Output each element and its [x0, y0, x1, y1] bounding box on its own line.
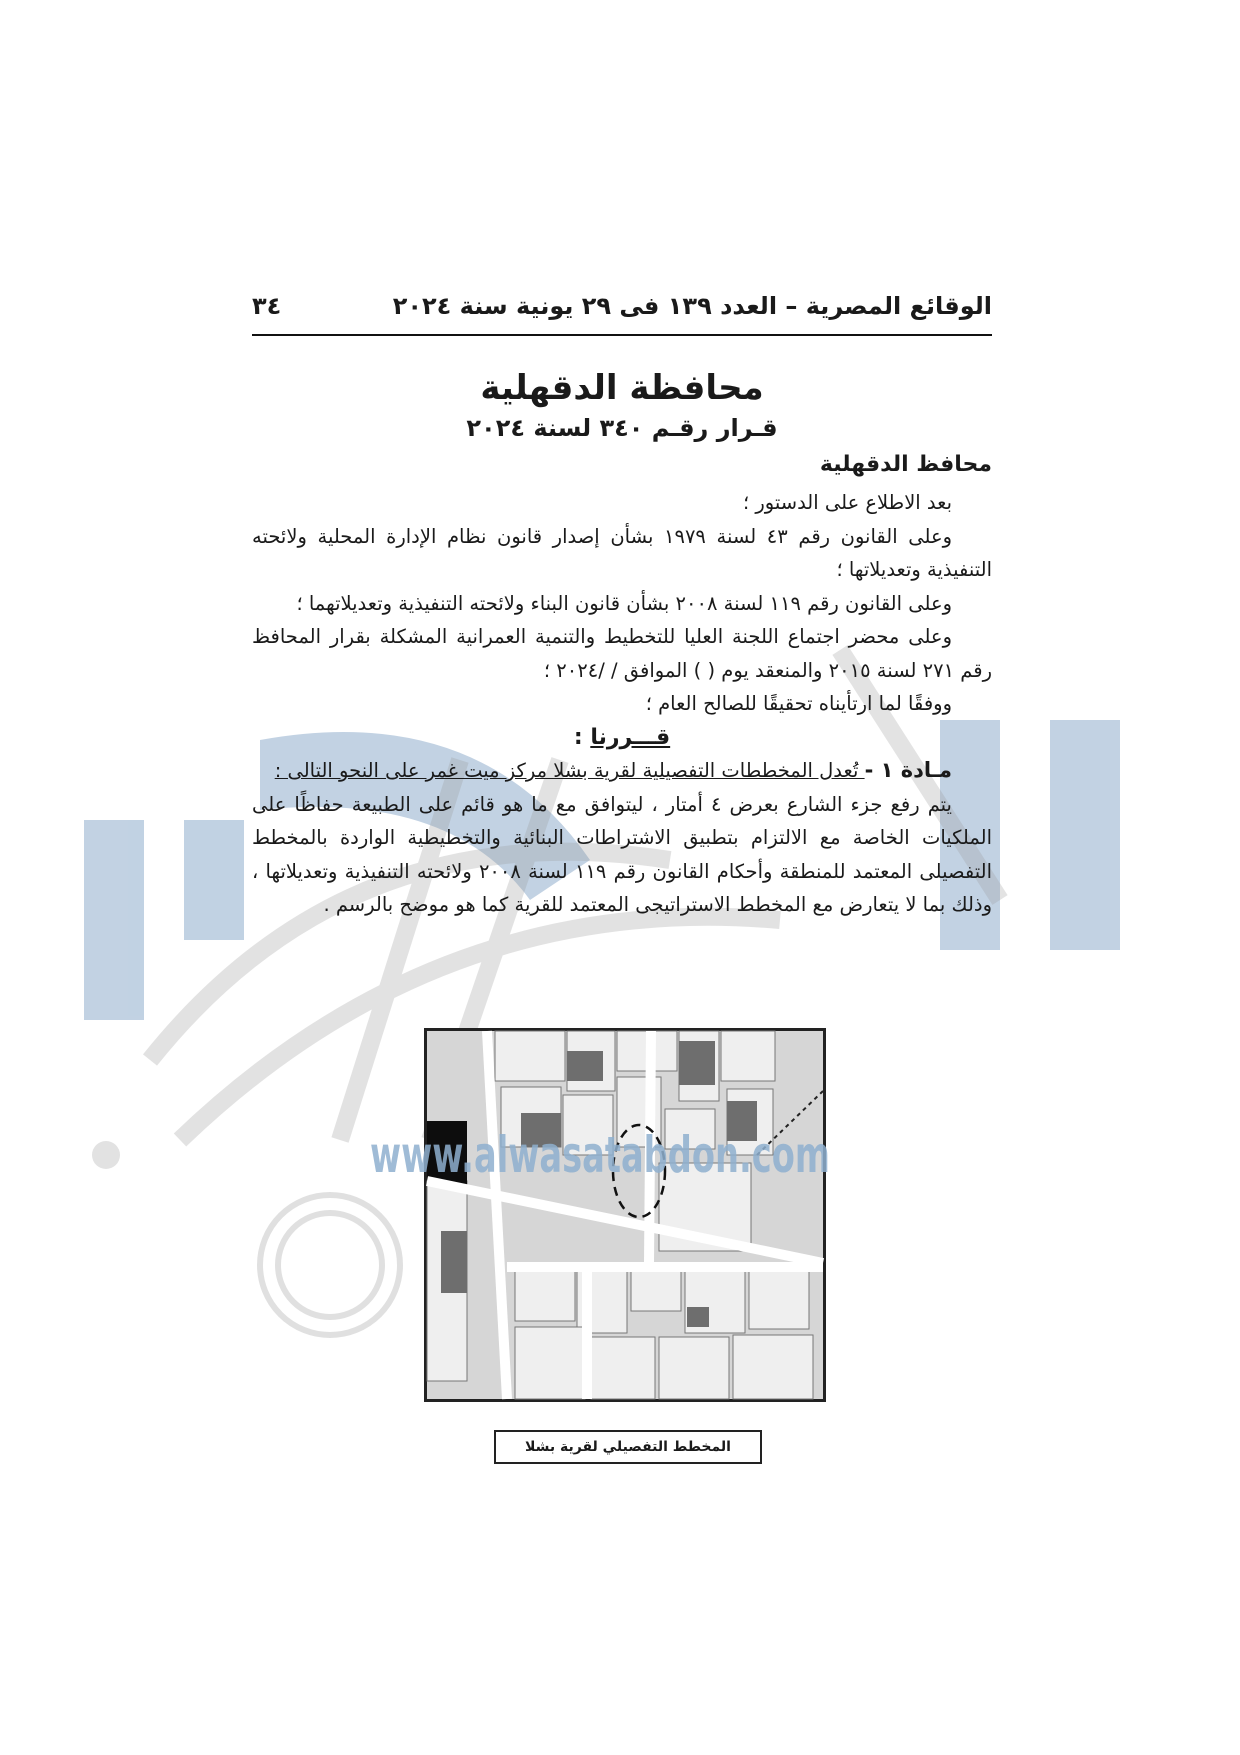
preamble-constitution: بعد الاطلاع على الدستور ؛ [742, 491, 952, 514]
preamble-public-interest: ووفقًا لما ارتأيناه تحقيقًا للصالح العام ؛ [645, 692, 952, 715]
decided-label: قـــررنا [590, 724, 671, 750]
preamble-local-admin-law: وعلى القانون رقم ٤٣ لسنة ١٩٧٩ بشأن إصدار قانون نظام الإدارة المحلية ولائحته التنفيذية وتعديلاتها ؛ [252, 524, 992, 581]
publication-line: الوقائع المصرية – العدد ١٣٩ فى ٢٩ يونية سنة ٢٠٢٤ [392, 292, 992, 320]
header-rule [252, 334, 992, 336]
decree-body [252, 486, 992, 922]
page-number: ٣٤ [252, 292, 282, 320]
article-1-body: يتم رفع جزء الشارع بعرض ٤ أمتار ، ليتوافق مع ما هو قائم على الطبيعة حفاظًا على الملكيات الخاصة مع الالتزام بتطبيق الاشتراطات البنائية والتخطيطية الواردة بالمخطط التفصيلى المعتمد للمنطقة وأحكام القانون رقم ١١٩ لسنة ٢٠٠٨ ولائحته التنفيذية وتعديلاتها ، وذلك بما لا يتعارض مع المخطط الاستراتيجى المعتمد للقرية كما هو موضح بالرسم . [252, 792, 992, 916]
article-1-intro-text: تُعدل المخططات التفصيلية لقرية بشلا مركز ميت غمر على النحو التالى : [274, 759, 865, 782]
plan-drawing [427, 1031, 823, 1399]
governorate-title: محافظة الدقهلية [480, 368, 764, 408]
issuer-line: محافظ الدقهلية [819, 452, 992, 477]
decided-heading [252, 721, 992, 755]
preamble-building-law: وعلى القانون رقم ١١٩ لسنة ٢٠٠٨ بشأن قانون البناء ولائحته التنفيذية وتعديلاتهما ؛ [296, 591, 952, 615]
site-watermark-text: www.alwasatabdon.com [370, 1126, 830, 1184]
page-header [252, 286, 992, 326]
decree-title: قـرار رقـم ٣٤٠ لسنة ٢٠٢٤ [466, 414, 778, 442]
decided-colon: : [573, 724, 591, 750]
detailed-plan-map [424, 1028, 826, 1402]
preamble-committee: وعلى محضر اجتماع اللجنة العليا للتخطيط والتنمية العمرانية المشكلة بقرار المحافظ رقم ٢٧١ لسنة ٢٠١٥ والمنعقد يوم ( ) الموافق / /٢٠٢٤ ؛ [252, 625, 992, 682]
article-1-intro [252, 754, 992, 788]
article-1-head: مـادة ١ - [864, 758, 952, 782]
plan-caption: المخطط التفصيلي لقرية بشلا [494, 1430, 762, 1464]
